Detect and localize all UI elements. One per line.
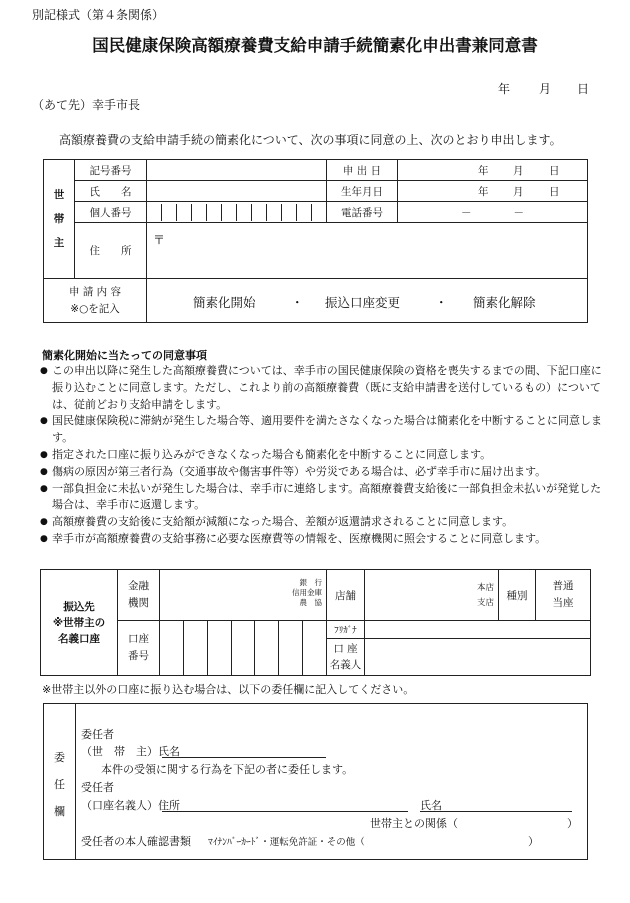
institution-label: 金融 機関 <box>118 570 160 621</box>
delegation-side-label: 委 任 欄 <box>54 751 65 818</box>
account-kind-options[interactable]: 普通 当座 <box>536 570 591 621</box>
symbol-number-field[interactable] <box>147 160 327 181</box>
dot-sep: ・ <box>291 295 304 310</box>
option-simplify-cancel[interactable]: 簡素化解除 <box>473 295 536 310</box>
id-docs-close: ） <box>528 835 539 848</box>
date-month: 月 <box>539 82 552 96</box>
individual-number-grid[interactable] <box>147 202 327 223</box>
individual-number-label: 個人番号 <box>75 202 147 223</box>
date-day: 日 <box>577 82 590 96</box>
account-number-label: 口座 番号 <box>118 621 160 676</box>
account-kind-label: 種別 <box>499 570 536 621</box>
apply-date-label: 申 出 日 <box>327 160 398 181</box>
phone-label: 電話番号 <box>327 202 398 223</box>
household-side-label: 世 帯 主 <box>44 160 75 279</box>
consent-item: ● 一部負担金に未払いが発生した場合は、幸手市に連絡します。高額療養費支給後に一部負担金未払いが発覚した場合は、幸手市に返還します。 <box>40 481 605 515</box>
account-number-grid[interactable] <box>160 621 327 676</box>
account-holder-field[interactable] <box>365 639 591 676</box>
name-label: 氏 名 <box>75 181 147 202</box>
apply-date-field[interactable]: 年 月 日 <box>398 160 588 181</box>
holder-address-line[interactable] <box>162 811 408 812</box>
holder-name-label: 氏名 <box>420 799 442 812</box>
id-docs-label: 受任者の本人確認書類 <box>81 835 191 848</box>
birth-date-field[interactable]: 年 月 日 <box>398 181 588 202</box>
address-label: 住 所 <box>75 223 147 279</box>
holder-name-line[interactable] <box>420 811 572 812</box>
branch-field[interactable]: 本店 支店 <box>365 570 499 621</box>
dot-sep: ・ <box>435 295 448 310</box>
consent-item: ● 指定された口座に振り込みができなくなった場合も簡素化を中断することに同意します。 <box>40 447 605 464</box>
delegation-statement: 本件の受領に関する行為を下記の者に委任します。 <box>101 763 354 776</box>
householder-name-label: （世 帯 主）氏名 <box>81 745 180 758</box>
consent-item: ● この申出以降に発生した高額療養費については、幸手市の国民健康保険の資格を喪失するまでの間、下記口座に振り込むことに同意します。ただし、これより前の高額療養費（既に支給申請書を送付しているもの）については、従前どおり支給申請をします。 <box>40 363 605 413</box>
consent-list <box>40 363 605 548</box>
request-label: 申 請 内 容 ※○を記入 <box>44 279 147 323</box>
furigana-field[interactable] <box>365 621 591 639</box>
consent-item: ● 国民健康保険税に滞納が発生した場合等、適用要件を満たさなくなった場合は簡素化を中断することに同意します。 <box>40 413 605 447</box>
id-docs-list: ﾏｲﾅﾝﾊﾞｰｶｰﾄﾞ・運転免許証・その他（ <box>208 837 365 848</box>
householder-name-line[interactable] <box>162 757 326 758</box>
option-simplify-start[interactable]: 簡素化開始 <box>193 295 256 310</box>
page-title: 国民健康保険高額療養費支給申請手続簡素化申出書兼同意書 <box>92 36 538 55</box>
delegator-label: 委任者 <box>81 728 114 741</box>
bank-side-label: 振込先 ※世帯主の 名義口座 <box>41 570 118 676</box>
consent-heading: 簡素化開始に当たっての同意事項 <box>42 349 207 362</box>
option-account-change[interactable]: 振込口座変更 <box>325 295 401 310</box>
name-field[interactable] <box>147 181 327 202</box>
relation-close: ） <box>567 817 578 830</box>
address-field[interactable] <box>147 223 588 279</box>
consent-item: ● 高額療養費の支給後に支給額が減額になった場合、差額が返還請求されることに同意します。 <box>40 514 605 531</box>
date-year: 年 <box>498 82 511 96</box>
account-holder-label: 口 座 名義人 <box>327 639 365 676</box>
birth-label: 生年月日 <box>327 181 398 202</box>
bank-table <box>40 569 591 676</box>
addressee: （あて先）幸手市長 <box>32 98 141 112</box>
symbol-number-label: 記号番号 <box>75 160 147 181</box>
household-table <box>43 159 588 323</box>
institution-field[interactable]: 銀 行 信用金庫 農 協 <box>160 570 327 621</box>
relation-label: 世帯主との関係（ <box>370 817 458 830</box>
consent-item: ● 傷病の原因が第三者行為（交通事故や傷害事件等）や労災である場合は、必ず幸手市に届け出ます。 <box>40 464 605 481</box>
other-account-note: ※世帯主以外の口座に振り込む場合は、以下の委任欄に記入してください。 <box>42 683 415 696</box>
furigana-label: ﾌﾘｶﾞﾅ <box>327 621 365 639</box>
request-options <box>147 279 588 323</box>
branch-label: 店舗 <box>327 570 365 621</box>
intro-text: 高額療養費の支給申請手続の簡素化について、次の事項に同意の上、次のとおり申出します。 <box>59 133 562 147</box>
postal-mark: 〒 <box>153 233 166 247</box>
delegatee-label: 受任者 <box>81 781 114 794</box>
form-note: 別記様式（第４条関係） <box>32 8 165 22</box>
holder-address-label: （口座名義人）住所 <box>81 799 180 812</box>
phone-field[interactable]: － － <box>398 202 588 223</box>
consent-item: ● 幸手市が高額療養費の支給事務に必要な医療費等の情報を、医療機関に照会することに同意します。 <box>40 531 605 548</box>
